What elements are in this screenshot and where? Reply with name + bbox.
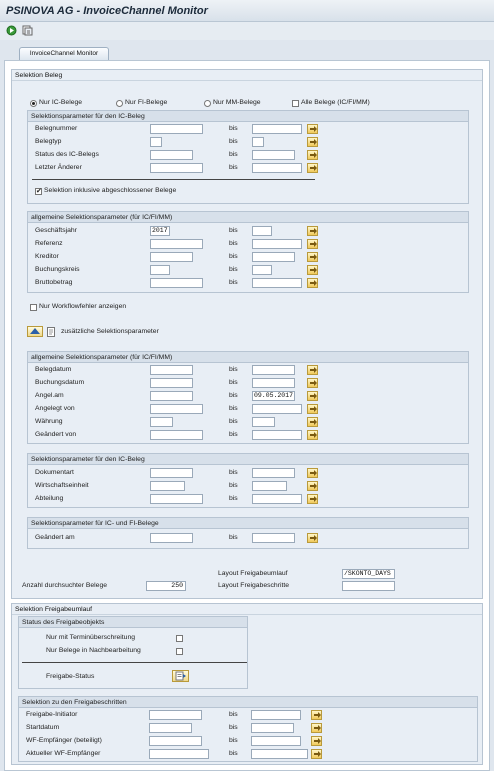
termin-checkbox[interactable]	[176, 635, 183, 642]
bis-label: bis	[229, 366, 238, 373]
multiple-selection-icon[interactable]	[311, 723, 322, 733]
radio-nur-mm-belege[interactable]	[204, 100, 211, 107]
belegtyp-to-input[interactable]	[252, 137, 264, 147]
row-label: Wirtschaftseinheit	[35, 482, 89, 489]
geaendert-am-from-input[interactable]	[150, 533, 193, 543]
workflowfehler-checkbox[interactable]	[30, 304, 37, 311]
status-from-input[interactable]	[150, 150, 193, 160]
group-freigabeschritte	[18, 696, 478, 762]
window-title: PSINOVA AG - InvoiceChannel Monitor	[6, 5, 208, 17]
bis-label: bis	[229, 711, 238, 718]
bis-label: bis	[229, 227, 238, 234]
multiple-selection-icon[interactable]	[307, 265, 318, 275]
section-selektion-beleg	[11, 69, 483, 599]
bis-label: bis	[229, 737, 238, 744]
wf-empfaenger-to-input[interactable]	[251, 736, 301, 746]
multiple-selection-icon[interactable]	[307, 278, 318, 288]
group-title: Selektionsparameter für den IC-Beleg	[28, 111, 468, 122]
abteilung-to-input[interactable]	[252, 494, 302, 504]
buchungsdatum-to-input[interactable]	[252, 378, 295, 388]
row-label: Dokumentart	[35, 469, 74, 476]
row-label: Aktueller WF-Empfänger	[26, 750, 101, 757]
freigabe-status-label: Freigabe-Status	[46, 673, 95, 680]
group-title: Selektionsparameter für den IC-Beleg	[28, 454, 468, 465]
belegtyp-from-input[interactable]	[150, 137, 162, 147]
kreditor-to-input[interactable]	[252, 252, 295, 262]
row-label: Letzter Änderer	[35, 164, 82, 171]
belegdatum-to-input[interactable]	[252, 365, 295, 375]
multiple-selection-icon[interactable]	[307, 150, 318, 160]
layout-freigabeschritte-label: Layout Freigabeschritte	[218, 582, 290, 589]
row-label: Geändert von	[35, 431, 77, 438]
divider	[22, 662, 247, 663]
multiple-selection-icon[interactable]	[311, 710, 322, 720]
angelegt-von-to-input[interactable]	[252, 404, 302, 414]
waehrung-from-input[interactable]	[150, 417, 173, 427]
row-label: Abteilung	[35, 495, 64, 502]
bis-label: bis	[229, 266, 238, 273]
freigabe-initiator-to-input[interactable]	[251, 710, 301, 720]
bis-label: bis	[229, 240, 238, 247]
bis-label: bis	[229, 534, 238, 541]
buchungsdatum-from-input[interactable]	[150, 378, 193, 388]
freigabe-status-button[interactable]	[172, 670, 189, 682]
multiple-selection-icon[interactable]	[307, 163, 318, 173]
angelegt-am-from-input[interactable]	[150, 391, 193, 401]
geaendert-am-to-input[interactable]	[252, 533, 295, 543]
row-label: Kreditor	[35, 253, 59, 260]
dokumentart-to-input[interactable]	[252, 468, 295, 478]
section-selektion-freigabeumlauf	[11, 603, 483, 765]
radio-label: Nur FI-Belege	[125, 99, 168, 106]
bis-label: bis	[229, 469, 238, 476]
bis-label: bis	[229, 138, 238, 145]
kreditor-from-input[interactable]	[150, 252, 193, 262]
wirtschaftseinheit-to-input[interactable]	[252, 481, 287, 491]
geaendert-von-to-input[interactable]	[252, 430, 302, 440]
multiple-selection-icon[interactable]	[311, 736, 322, 746]
bis-label: bis	[229, 405, 238, 412]
bis-label: bis	[229, 495, 238, 502]
document-icon	[47, 327, 56, 337]
row-label: Referenz	[35, 240, 63, 247]
startdatum-to-input[interactable]	[251, 723, 294, 733]
anzahl-input[interactable]: 250	[146, 581, 186, 591]
tab-strip	[0, 40, 494, 60]
nachbearbeitung-checkbox[interactable]	[176, 648, 183, 655]
referenz-to-input[interactable]	[252, 239, 302, 249]
geschaeftsjahr-to-input[interactable]	[252, 226, 272, 236]
group-title: Selektionsparameter für IC- und FI-Belege	[28, 518, 468, 529]
radio-nur-fi-belege[interactable]	[116, 100, 123, 107]
wf-empfaenger-from-input[interactable]	[149, 736, 202, 746]
group-ic-fi-belege	[27, 517, 469, 549]
belegnummer-to-input[interactable]	[252, 124, 302, 134]
belegdatum-from-input[interactable]	[150, 365, 193, 375]
nachbearbeitung-label: Nur Belege in Nachbearbeitung	[46, 647, 141, 654]
multiple-selection-icon[interactable]	[307, 404, 318, 414]
waehrung-to-input[interactable]	[252, 417, 275, 427]
multiple-selection-icon[interactable]	[307, 430, 318, 440]
angelegt-von-from-input[interactable]	[150, 404, 203, 414]
group-title: Status des Freigabeobjekts	[19, 617, 247, 628]
bis-label: bis	[229, 482, 238, 489]
row-label: Freigabe-Initiator	[26, 711, 78, 718]
layout-freigabeumlauf-label: Layout Freigabeumlauf	[218, 570, 288, 577]
tab-invoicechannel-monitor[interactable]: InvoiceChannel Monitor	[19, 47, 109, 60]
radio-label: Nur IC-Belege	[39, 99, 83, 106]
status-to-input[interactable]	[252, 150, 295, 160]
checkbox-label: Selektion inklusive abgeschlossener Belege	[44, 187, 177, 194]
group-title: allgemeine Selektionsparameter (für IC/FI/MM)	[28, 212, 468, 223]
buchungskreis-from-input[interactable]	[150, 265, 170, 275]
execute-icon[interactable]	[6, 25, 17, 36]
bis-label: bis	[229, 724, 238, 731]
dokumentart-from-input[interactable]	[150, 468, 193, 478]
startdatum-from-input[interactable]	[149, 723, 192, 733]
aenderer-to-input[interactable]	[252, 163, 302, 173]
row-label: Belegdatum	[35, 366, 72, 373]
bruttobetrag-from-input[interactable]	[150, 278, 203, 288]
title-bar	[0, 0, 494, 22]
radio-label: Nur MM-Belege	[213, 99, 261, 106]
bis-label: bis	[229, 750, 238, 757]
group-status-freigabeobjekt	[18, 616, 248, 689]
abteilung-from-input[interactable]	[150, 494, 203, 504]
buchungskreis-to-input[interactable]	[252, 265, 272, 275]
row-label: Geschäftsjahr	[35, 227, 77, 234]
multiple-selection-icon[interactable]	[307, 417, 318, 427]
section-title: Selektion Freigabeumlauf	[12, 604, 482, 615]
multiple-selection-icon[interactable]	[307, 137, 318, 147]
row-label: Angelegt von	[35, 405, 75, 412]
bruttobetrag-to-input[interactable]	[252, 278, 302, 288]
multiple-selection-icon[interactable]	[307, 391, 318, 401]
divider	[32, 179, 315, 180]
belegnummer-from-input[interactable]	[150, 124, 203, 134]
multiple-selection-icon[interactable]	[307, 494, 318, 504]
referenz-from-input[interactable]	[150, 239, 203, 249]
layout-freigabeschritte-input[interactable]	[342, 581, 395, 591]
bis-label: bis	[229, 418, 238, 425]
geschaeftsjahr-from-input[interactable]: 2017	[150, 226, 170, 236]
collapse-button[interactable]	[27, 326, 43, 337]
angelegt-am-to-input[interactable]: 09.05.2017	[254, 392, 294, 399]
multiple-selection-icon[interactable]	[307, 252, 318, 262]
row-label: Geändert am	[35, 534, 75, 541]
geaendert-von-from-input[interactable]	[150, 430, 203, 440]
multiple-selection-icon[interactable]	[307, 481, 318, 491]
row-label: Angel.am	[35, 392, 64, 399]
bis-label: bis	[229, 125, 238, 132]
checkbox-label: Alle Belege (IC/FI/MM)	[301, 99, 370, 106]
variant-icon[interactable]	[22, 25, 33, 36]
bis-label: bis	[229, 431, 238, 438]
layout-freigabeumlauf-input[interactable]: /SKONTO_DAYS	[342, 569, 395, 579]
group-title: allgemeine Selektionsparameter (für IC/FI/MM)	[28, 352, 468, 363]
multiple-selection-icon[interactable]	[307, 468, 318, 478]
row-label: Belegnummer	[35, 125, 78, 132]
row-label: Währung	[35, 418, 63, 425]
alle-belege-checkbox[interactable]	[292, 100, 299, 107]
aenderer-from-input[interactable]	[150, 163, 203, 173]
multiple-selection-icon[interactable]	[307, 378, 318, 388]
row-label: WF-Empfänger (beteiligt)	[26, 737, 102, 744]
row-label: Buchungskreis	[35, 266, 80, 273]
group-allgemeine-2	[27, 351, 469, 444]
section-title: Selektion Beleg	[12, 70, 482, 81]
row-label: Startdatum	[26, 724, 60, 731]
freigabe-initiator-from-input[interactable]	[149, 710, 202, 720]
multiple-selection-icon[interactable]	[307, 124, 318, 134]
bis-label: bis	[229, 253, 238, 260]
termin-label: Nur mit Terminüberschreitung	[46, 634, 136, 641]
bis-label: bis	[229, 164, 238, 171]
row-label: Buchungsdatum	[35, 379, 85, 386]
zusatz-label: zusätzliche Selektionsparameter	[61, 328, 159, 335]
group-ic-beleg-2	[27, 453, 469, 508]
wirtschaftseinheit-from-input[interactable]	[150, 481, 185, 491]
aktueller-wf-empfaenger-to-input[interactable]	[251, 749, 308, 759]
row-label: Status des IC-Belegs	[35, 151, 99, 158]
bis-label: bis	[229, 151, 238, 158]
bis-label: bis	[229, 379, 238, 386]
anzahl-label: Anzahl durchsuchter Belege	[22, 582, 108, 589]
aktueller-wf-empfaenger-from-input[interactable]	[149, 749, 209, 759]
multiple-selection-icon[interactable]	[311, 749, 322, 759]
radio-nur-ic-belege[interactable]	[30, 100, 37, 107]
group-allgemeine	[27, 211, 469, 293]
multiple-selection-icon[interactable]	[307, 239, 318, 249]
group-ic-beleg	[27, 110, 469, 204]
row-label: Belegtyp	[35, 138, 62, 145]
application-toolbar	[0, 22, 494, 40]
abgeschlossen-checkbox[interactable]: ✔	[36, 188, 42, 195]
bis-label: bis	[229, 392, 238, 399]
checkbox-label: Nur Workflowfehler anzeigen	[39, 303, 127, 310]
group-title: Selektion zu den Freigabeschritten	[19, 697, 477, 708]
multiple-selection-icon[interactable]	[307, 533, 318, 543]
multiple-selection-icon[interactable]	[307, 365, 318, 375]
row-label: Bruttobetrag	[35, 279, 73, 286]
multiple-selection-icon[interactable]	[307, 226, 318, 236]
bis-label: bis	[229, 279, 238, 286]
